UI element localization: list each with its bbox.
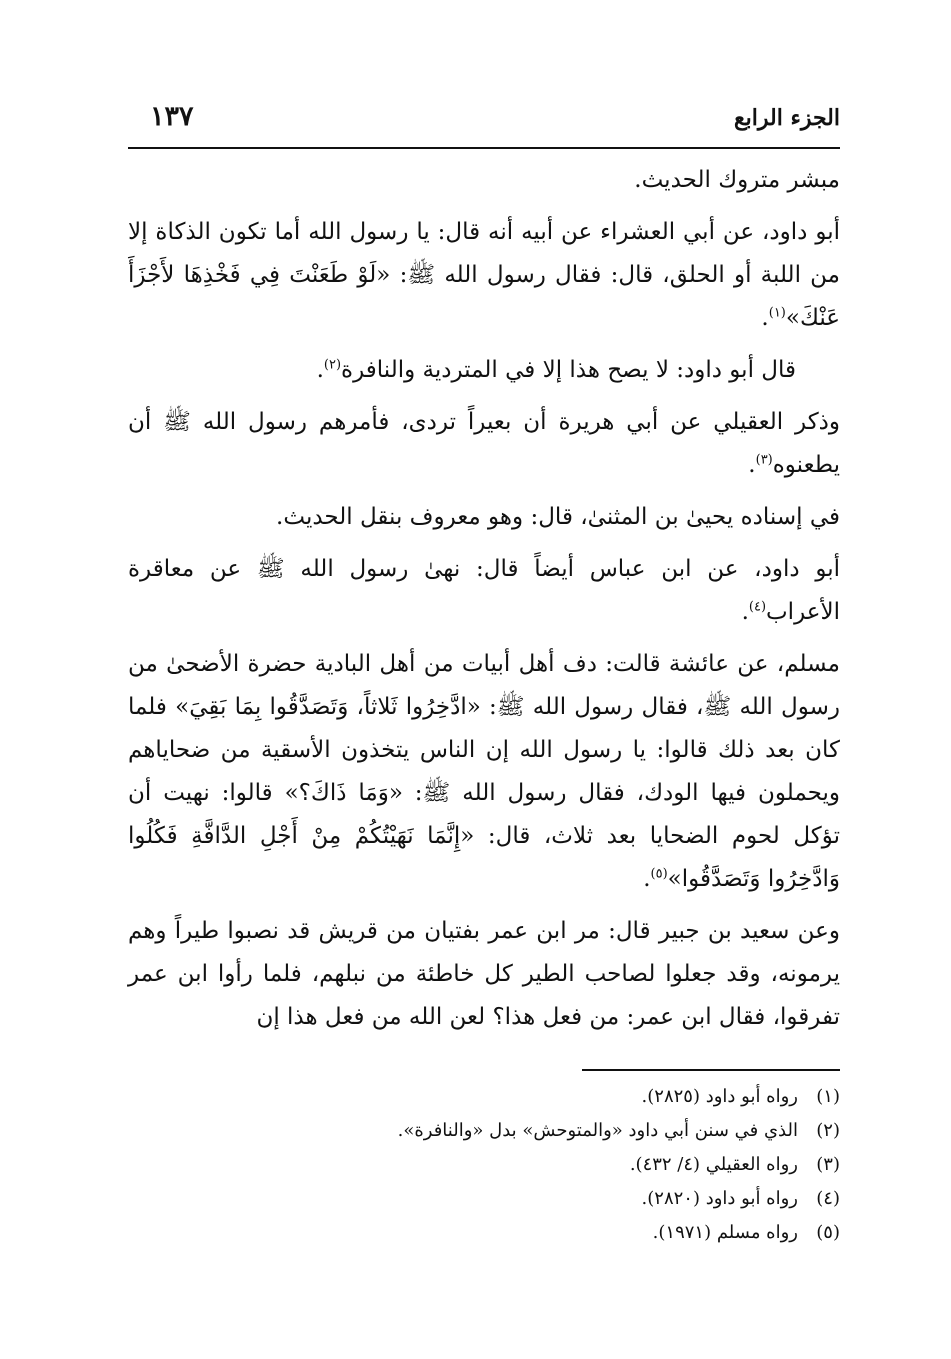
footnote-ref: (٥) [650,866,668,882]
paragraph-text: قال أبو داود: لا يصح هذا إلا في المتردية والنافرة [341,357,796,383]
paragraph [128,643,840,901]
footnote-ref: (٣) [755,452,773,468]
footnote-separator [582,1069,840,1071]
paragraph [128,349,840,392]
book-page [128,95,840,1335]
paragraph-text: في إسناده يحيىٰ بن المثنىٰ، قال: وهو معروف بنقل الحديث. [276,504,840,530]
paragraph-text: أبو داود، عن أبي العشراء عن أبيه أنه قال: يا رسول الله أما تكون الذكاة إلا من اللبة أو الحلق، قال: فقال رسول الله ﷺ: «لَوْ طَعَنْتَ فِي فَخْذِهَا لأَجْزَأَ عَنْكَ» [128,219,840,331]
paragraph-text: مسلم، عن عائشة قالت: دف أهل أبيات من أهل البادية حضرة الأضحىٰ من رسول الله ﷺ، فقال رسول الله ﷺ: «ادَّخِرُوا ثَلاثاً، وَتَصَدَّقُوا بِمَا بَقِيَ» فلما كان بعد ذلك قالوا: يا رسول الله إن الناس يتخذون الأسقية من ضحاياهم ويحملون فيها الودك، فقال رسول الله ﷺ: «وَمَا ذَاكَ؟» قالوا: نهيت أن تؤكل لحوم الضحايا بعد ثلاث، قال: «إِنَّمَا نَهَيْتُكُمْ مِنْ أَجْلِ الدَّافَّةِ فَكُلُوا وَادَّخِرُوا وَتَصَدَّقُوا» [128,651,840,892]
paragraph [128,211,840,340]
footnote-text: رواه أبو داود (٢٨٢٥). [641,1086,798,1107]
paragraph-text: أبو داود، عن ابن عباس أيضاً قال: نهىٰ رسول الله ﷺ عن معاقرة الأعراب [128,556,840,625]
paragraph [128,910,840,1039]
footnote [128,1216,840,1250]
paragraph [128,401,840,487]
paragraph-text: وذكر العقيلي عن أبي هريرة أن بعيراً تردى، فأمرهم رسول الله ﷺ أن يطعنوه [128,409,840,478]
paragraph-end: . [748,452,756,478]
paragraph [128,159,840,202]
footnote-text: رواه العقيلي (٤/ ٤٣٢). [629,1154,798,1175]
footnote-text: رواه أبو داود (٢٨٢٠). [641,1188,798,1209]
footnote-mark: (٤) [816,1188,840,1209]
footnote-ref: (١) [768,305,786,321]
paragraph-text: مبشر متروك الحديث. [634,167,840,193]
footnote-mark: (١) [816,1086,840,1107]
footnote [128,1080,840,1114]
footnote-ref: (٤) [748,599,767,615]
paragraph-end: . [316,357,324,383]
page-header [128,95,840,149]
paragraph-end: . [643,866,651,892]
footnote-ref: (٢) [323,357,342,373]
footnote [128,1114,840,1148]
footnote-text: الذي في سنن أبي داود «والمتوحش» بدل «والنافرة». [397,1120,798,1141]
part-title: الجزء الرابع [733,105,840,131]
paragraph-end: . [761,305,769,331]
page-number: ١٣٧ [150,101,194,132]
body-text [128,159,840,1039]
footnote [128,1182,840,1216]
paragraph-text: وعن سعيد بن جبير قال: مر ابن عمر بفتيان من قريش قد نصبوا طيراً وهم يرمونه، وقد جعلوا لصاحب الطير كل خاطئة من نبلهم، فلما رأوا ابن عمر تفرقوا، فقال ابن عمر: من فعل هذا؟ لعن الله من فعل هذا إن [128,918,840,1030]
paragraph [128,548,840,634]
footnotes [128,1080,840,1250]
footnote-text: رواه مسلم (١٩٧١). [652,1222,798,1243]
footnote-mark: (٣) [816,1154,840,1175]
footnote [128,1148,840,1182]
paragraph-end: . [741,599,749,625]
paragraph [128,496,840,539]
footnote-mark: (٥) [816,1222,840,1243]
footnote-mark: (٢) [816,1120,840,1141]
